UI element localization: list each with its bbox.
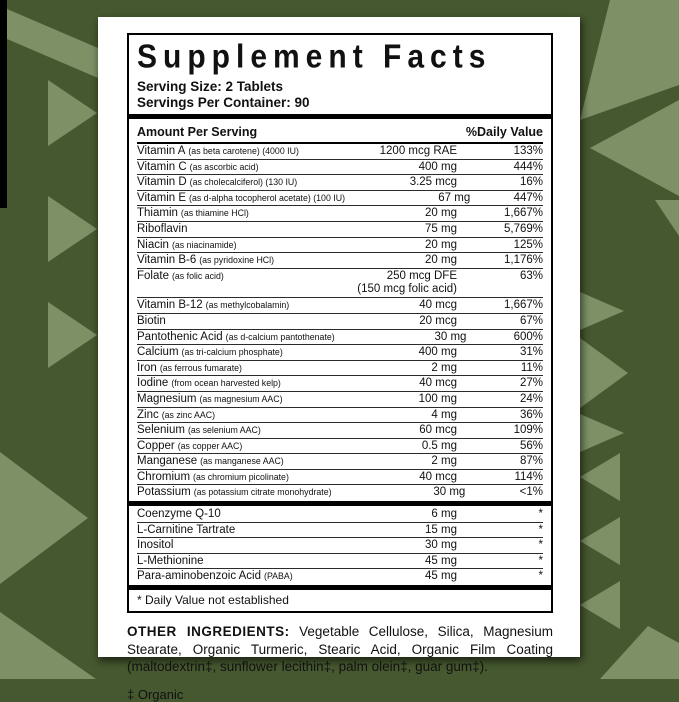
daily-value-footnote: * Daily Value not established — [137, 593, 289, 608]
nutrient-name: Iodine — [137, 377, 169, 390]
nutrient-source-detail: (as tri-calcium phosphate) — [181, 347, 283, 358]
nutrient-row-line — [137, 269, 543, 284]
nutrient-row — [137, 376, 543, 392]
nutrient-daily-value: * — [538, 554, 543, 567]
nutrient-row — [137, 345, 543, 361]
nutrient-daily-value: 11% — [520, 361, 543, 374]
nutrient-daily-value: 114% — [514, 470, 543, 483]
serving-size: Serving Size: 2 Tablets — [137, 79, 284, 94]
nutrient-name: Coenzyme Q-10 — [137, 508, 221, 521]
nutrient-row — [137, 485, 543, 500]
nutrient-row-line — [137, 206, 543, 221]
nutrient-row-line — [137, 470, 543, 485]
nutrient-name: Inositol — [137, 539, 174, 552]
other-ingredients-label: OTHER INGREDIENTS: — [127, 624, 290, 640]
nutrient-daily-value: 1,667% — [503, 299, 543, 312]
nutrient-row — [137, 569, 543, 584]
supplement-label-card — [98, 17, 580, 702]
daily-value-header: %Daily Value — [465, 125, 543, 139]
nutrient-source-detail: (from ocean harvested kelp) — [171, 378, 281, 389]
nutrient-name: Chromium — [137, 470, 191, 483]
amount-per-serving-header: Amount Per Serving — [137, 125, 258, 139]
nutrient-daily-value: 63% — [519, 269, 543, 282]
nutrient-row-line — [137, 345, 543, 360]
nutrient-name: Vitamin D — [137, 176, 187, 189]
nutrient-source-detail: (as d-calcium pantothenate) — [225, 331, 335, 342]
nutrient-row — [137, 269, 543, 299]
nutrient-source-detail: (as pyridoxine HCl) — [199, 255, 275, 266]
nutrient-name: Riboflavin — [137, 222, 188, 235]
triangle-shape — [600, 626, 679, 679]
nutrient-row-line — [137, 191, 543, 206]
nutrient-amount: 40 mcg — [419, 470, 457, 483]
nutrient-row-line — [137, 408, 543, 423]
nutrient-source-detail: (as selenium AAC) — [187, 425, 261, 436]
divider-bar — [129, 585, 551, 590]
triangle-shape — [0, 452, 88, 584]
nutrient-row — [137, 361, 543, 377]
nutrient-amount: 20 mg — [425, 238, 457, 251]
triangle-shape — [580, 292, 624, 330]
nutrient-source-detail: (as copper AAC) — [177, 440, 243, 451]
other-nutrient-rows — [137, 507, 543, 584]
other-ingredients — [127, 623, 553, 676]
nutrient-source-detail: (PABA) — [264, 571, 293, 582]
nutrient-daily-value: 447% — [513, 191, 543, 204]
nutrient-amount: 45 mg — [425, 570, 457, 583]
divider-bar — [129, 114, 551, 119]
nutrient-name: Manganese — [137, 455, 198, 468]
nutrient-row — [137, 330, 543, 346]
nutrient-row-line — [137, 538, 543, 553]
nutrient-name: Para-aminobenzoic Acid — [137, 570, 262, 583]
nutrient-amount: 20 mg — [425, 254, 457, 267]
nutrient-row-line — [137, 222, 543, 237]
nutrient-daily-value: 16% — [519, 176, 543, 189]
triangle-shape — [580, 517, 620, 565]
nutrient-amount: 40 mcg — [419, 377, 457, 390]
nutrient-source-detail: (as d-alpha tocopherol acetate) (100 IU) — [189, 192, 346, 203]
nutrient-amount: 0.5 mg — [421, 439, 457, 452]
nutrient-source-detail: (as niacinamide) — [171, 239, 237, 250]
nutrient-amount-secondary: (150 mcg folic acid) — [357, 283, 457, 296]
nutrient-row — [137, 408, 543, 424]
supplement-facts-panel — [127, 33, 553, 613]
nutrient-daily-value: * — [538, 523, 543, 536]
triangle-shape — [48, 196, 97, 262]
nutrient-daily-value: 27% — [519, 377, 543, 390]
nutrient-row — [137, 206, 543, 222]
nutrient-daily-value: * — [538, 508, 543, 521]
nutrient-source-detail: (as magnesium AAC) — [199, 393, 283, 404]
nutrient-row-line — [137, 507, 543, 522]
triangle-shape — [580, 338, 628, 408]
nutrient-amount: 75 mg — [425, 222, 457, 235]
other-ingredients-text: Vegetable Cellulose, Silica, Magnesium Stearate, Organic Turmeric, Stearic Acid, Organic Film Coating (maltodextrin‡, sunflower lecithin‡, palm olein‡, guar gum‡). — [127, 624, 553, 675]
nutrient-name: Vitamin C — [137, 160, 187, 173]
servings-per-container: Servings Per Container: 90 — [137, 95, 310, 110]
triangle-shape — [580, 453, 620, 501]
triangle-shape — [0, 612, 96, 679]
nutrient-source-detail: (as ferrous fumarate) — [159, 362, 242, 373]
nutrient-row-line — [137, 361, 543, 376]
organic-note: ‡ Organic — [127, 686, 184, 702]
nutrient-source-detail: (as methylcobalamin) — [205, 300, 290, 311]
nutrient-row — [137, 298, 543, 314]
nutrient-name: Biotin — [137, 314, 166, 327]
nutrient-name: Vitamin A — [137, 145, 186, 157]
nutrient-row — [137, 253, 543, 269]
nutrient-daily-value: <1% — [519, 486, 543, 499]
nutrient-amount: 400 mg — [418, 160, 457, 173]
nutrient-row-line — [137, 160, 543, 175]
nutrient-daily-value: 125% — [513, 238, 543, 251]
triangle-shape — [0, 6, 98, 78]
nutrient-source-detail: (as chromium picolinate) — [193, 471, 289, 482]
nutrient-amount: 20 mcg — [419, 314, 457, 327]
nutrient-daily-value: 67% — [519, 314, 543, 327]
nutrient-source-detail: (as thiamine HCl) — [180, 208, 249, 219]
nutrient-row — [137, 423, 543, 439]
nutrient-row-line — [137, 485, 543, 500]
nutrient-name: Copper — [137, 439, 175, 452]
nutrient-amount: 2 mg — [431, 361, 457, 374]
nutrient-daily-value: * — [538, 570, 543, 583]
nutrient-row — [137, 222, 543, 238]
nutrient-name: Vitamin B-12 — [137, 299, 203, 312]
nutrient-row — [137, 175, 543, 191]
nutrient-name: Thiamin — [137, 207, 178, 220]
nutrient-daily-value: 109% — [513, 424, 543, 437]
nutrient-row-line — [137, 439, 543, 454]
nutrient-row — [137, 554, 543, 570]
nutrient-name: Vitamin B-6 — [137, 254, 197, 267]
nutrient-row-line — [137, 392, 543, 407]
nutrient-amount: 1200 mcg RAE — [379, 145, 457, 157]
nutrient-row-line — [137, 523, 543, 538]
nutrient-amount: 2 mg — [431, 455, 457, 468]
nutrient-amount: 250 mcg DFE — [386, 269, 457, 282]
nutrient-row-line — [137, 423, 543, 438]
nutrient-name: Selenium — [137, 424, 185, 437]
nutrient-daily-value: 600% — [513, 330, 543, 343]
nutrient-row-line — [137, 238, 543, 253]
nutrient-row — [137, 439, 543, 455]
nutrient-row-line — [137, 253, 543, 268]
triangle-shape — [580, 581, 620, 629]
nutrient-daily-value: * — [538, 539, 543, 552]
nutrient-daily-value: 5,769% — [503, 222, 543, 235]
triangle-shape — [580, 414, 624, 452]
nutrient-amount: 30 mg — [425, 539, 457, 552]
nutrient-row — [137, 507, 543, 523]
nutrient-source-detail: (as potassium citrate monohydrate) — [193, 487, 332, 498]
nutrient-name: Iron — [137, 361, 157, 374]
nutrient-amount: 20 mg — [425, 207, 457, 220]
nutrient-source-detail: (as manganese AAC) — [200, 456, 284, 467]
nutrient-daily-value: 1,667% — [503, 207, 543, 220]
nutrient-source-detail: (as folic acid) — [171, 270, 224, 281]
nutrient-name: Pantothenic Acid — [137, 330, 223, 343]
nutrient-name: Folate — [137, 269, 169, 282]
column-header-row — [137, 122, 543, 144]
nutrient-row — [137, 538, 543, 554]
nutrient-row-line — [137, 298, 543, 313]
nutrient-amount: 67 mg — [438, 191, 471, 204]
nutrient-daily-value: 444% — [513, 160, 543, 173]
nutrient-source-detail: (as zinc AAC) — [161, 409, 216, 420]
nutrient-daily-value: 87% — [519, 455, 543, 468]
nutrient-daily-value: 36% — [519, 408, 543, 421]
nutrient-amount: 30 mg — [433, 486, 466, 499]
nutrient-amount: 6 mg — [431, 508, 457, 521]
triangle-shape — [48, 302, 97, 368]
supplement-facts-title: Supplement Facts — [137, 38, 492, 76]
nutrient-daily-value: 31% — [519, 346, 543, 359]
triangle-shape — [580, 0, 679, 120]
nutrient-name: L-Carnitine Tartrate — [137, 523, 236, 536]
nutrient-row — [137, 470, 543, 486]
triangle-shape — [48, 80, 97, 146]
nutrient-name: Niacin — [137, 238, 169, 251]
nutrient-row-line — [137, 569, 543, 584]
nutrient-source-detail: (as beta carotene) (4000 IU) — [188, 146, 299, 156]
nutrient-name: L-Methionine — [137, 554, 204, 567]
nutrient-name: Zinc — [137, 408, 159, 421]
nutrient-rows — [137, 144, 543, 500]
nutrient-row — [137, 160, 543, 176]
nutrient-row — [137, 523, 543, 539]
nutrient-name: Potassium — [137, 486, 191, 499]
nutrient-daily-value: 1,176% — [503, 254, 543, 267]
nutrient-row — [137, 314, 543, 330]
nutrient-row-line — [137, 175, 543, 190]
nutrient-row-line — [137, 314, 543, 329]
nutrient-source-detail: (as ascorbic acid) — [189, 161, 259, 172]
nutrient-amount: 45 mg — [425, 554, 457, 567]
nutrient-amount: 400 mg — [418, 346, 457, 359]
nutrient-row — [137, 454, 543, 470]
nutrient-amount: 60 mcg — [419, 424, 457, 437]
nutrient-row-line — [137, 144, 543, 159]
nutrient-name: Calcium — [137, 346, 179, 359]
triangle-shape — [655, 200, 679, 236]
nutrient-row — [137, 238, 543, 254]
nutrient-daily-value: 133% — [513, 145, 543, 157]
nutrient-amount: 15 mg — [425, 523, 457, 536]
nutrient-amount: 40 mcg — [419, 299, 457, 312]
nutrient-daily-value: 24% — [519, 392, 543, 405]
nutrient-source-detail: (as cholecalciferol) (130 IU) — [189, 177, 298, 188]
nutrient-amount: 100 mg — [418, 392, 457, 405]
nutrient-amount: 4 mg — [431, 408, 457, 421]
nutrient-amount: 30 mg — [434, 330, 467, 343]
nutrient-row-line — [137, 454, 543, 469]
nutrient-daily-value: 56% — [519, 439, 543, 452]
nutrient-row — [137, 144, 543, 160]
nutrient-name: Vitamin E — [137, 191, 187, 204]
edge-black-strip — [0, 0, 7, 208]
nutrient-row-line — [137, 330, 543, 345]
nutrient-row-line — [137, 554, 543, 569]
nutrient-amount: 3.25 mcg — [409, 176, 457, 189]
divider-bar — [129, 501, 551, 506]
nutrient-name: Magnesium — [137, 392, 197, 405]
nutrient-row — [137, 191, 543, 207]
triangle-shape — [590, 100, 679, 196]
nutrient-row-line — [137, 376, 543, 391]
nutrient-row — [137, 392, 543, 408]
